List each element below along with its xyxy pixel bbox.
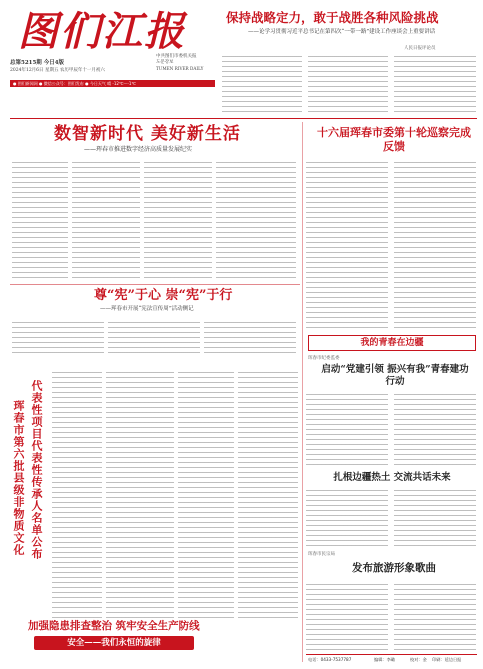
footer-print: 印刷：延边日报 (432, 657, 462, 662)
right-story-b-body-2 (394, 488, 476, 548)
vertical-banner-title: 代表性项目代表性传承人名单公布 (30, 380, 43, 560)
right-top-title: 十六届珲春市委第十轮巡察完成反馈 (317, 126, 471, 153)
article-2-col-1 (12, 320, 104, 356)
right-story-c-title: 发布旅游形象歌曲 (352, 562, 436, 574)
right-story-a-title: 启动“党建引领 振兴有我”青春建功行动 (321, 364, 469, 387)
issue-bar (10, 57, 150, 79)
lead-right-article (222, 6, 477, 116)
article-2-top-rule (10, 284, 300, 285)
lead-right-subtitle: ——论学习贯彻习近平总书记在第四次“一带一路”建设工作座谈会上重要讲话 (248, 29, 436, 35)
list-col-3 (178, 370, 234, 620)
right-story-c-tag: 珲春市民宗局 (308, 552, 335, 557)
list-col-4 (238, 370, 298, 620)
right-col-divider (302, 122, 303, 662)
article-2-col-2 (108, 320, 200, 356)
youth-banner-text: 我的青春在边疆 (360, 338, 424, 348)
top-divider (10, 118, 477, 119)
right-story-c-body-2 (394, 582, 476, 650)
article-2-title: 尊“宪”于心 崇“宪”于行 (94, 288, 233, 303)
right-story-c-body-1 (306, 582, 388, 650)
article-2-subtitle: ——珲春市开展“宪法宣传周”活动侧记 (100, 306, 194, 312)
vertical-banner-list (52, 370, 102, 620)
issue-number: 总第5215期 今日4版 (10, 60, 65, 66)
masthead-korean: 도문강보 (156, 60, 174, 65)
bottom-left-ribbon (34, 636, 194, 650)
bottom-left-block (10, 600, 300, 660)
right-story-a-body-1 (306, 392, 388, 466)
right-story-b (306, 470, 477, 550)
bottom-left-ribbon-text: 安全——我们永恒的旋律 (67, 638, 161, 648)
issue-date: 2024年12月6日 星期五 农历甲辰年十一月初六 (10, 68, 105, 73)
right-story-c (306, 552, 477, 652)
right-story-b-title: 扎根边疆热土 交流共话未来 (333, 472, 451, 483)
headline-main-block (10, 122, 300, 152)
main-article-col-2 (72, 160, 140, 280)
lead-right-body-1 (222, 54, 302, 116)
youth-banner (308, 335, 476, 351)
masthead-publisher: 中共图们市委机关报 (156, 54, 197, 59)
newspaper-logo: 图们江报 (18, 8, 186, 55)
right-top-body-1 (306, 160, 388, 332)
article-2-block (10, 284, 300, 316)
lead-right-body-2 (308, 54, 388, 116)
lead-right-title: 保持战略定力，敢于战胜各种风险挑战 (226, 10, 439, 25)
masthead-pinyin: TUMEN RIVER DAILY (156, 66, 204, 71)
masthead-ticker: ● 图们新闻网 ● 微信公众号：图们发布 ● 今日天气 晴 -12℃～-1℃ (10, 80, 215, 87)
bottom-left-title: 加强隐患排查整治 筑牢安全生产防线 (28, 620, 200, 632)
footer-proof: 校对：金 (410, 657, 427, 662)
right-top-body-2 (394, 160, 476, 332)
right-story-a-tag: 珲春市纪委监委 (308, 356, 340, 361)
footer-rule (306, 654, 477, 655)
lead-right-body-3 (394, 54, 476, 116)
right-story-a (306, 356, 477, 468)
article-2-col-3 (204, 320, 296, 356)
right-story-b-body-1 (306, 488, 388, 548)
footer-phone: 电话：0433-7537787 (308, 657, 352, 662)
lead-right-byline: 人民日报评论员 (404, 46, 436, 51)
headline-main-subtitle: ——珲春市推进数字经济高质量发展纪实 (84, 146, 193, 153)
list-col-2 (106, 370, 174, 620)
footer (306, 654, 477, 666)
right-top-article (306, 124, 477, 334)
main-article-col-3 (144, 160, 212, 280)
vertical-banner (10, 360, 50, 628)
main-article-col-1 (12, 160, 68, 280)
main-article-col-4 (216, 160, 296, 280)
headline-main-title: 数智新时代 美好新生活 (54, 124, 241, 144)
footer-editor: 编辑：李璐 (374, 657, 395, 662)
vertical-banner-sub: 珲春市第六批县级非物质文化 (12, 400, 25, 556)
right-story-a-body-2 (394, 392, 476, 466)
